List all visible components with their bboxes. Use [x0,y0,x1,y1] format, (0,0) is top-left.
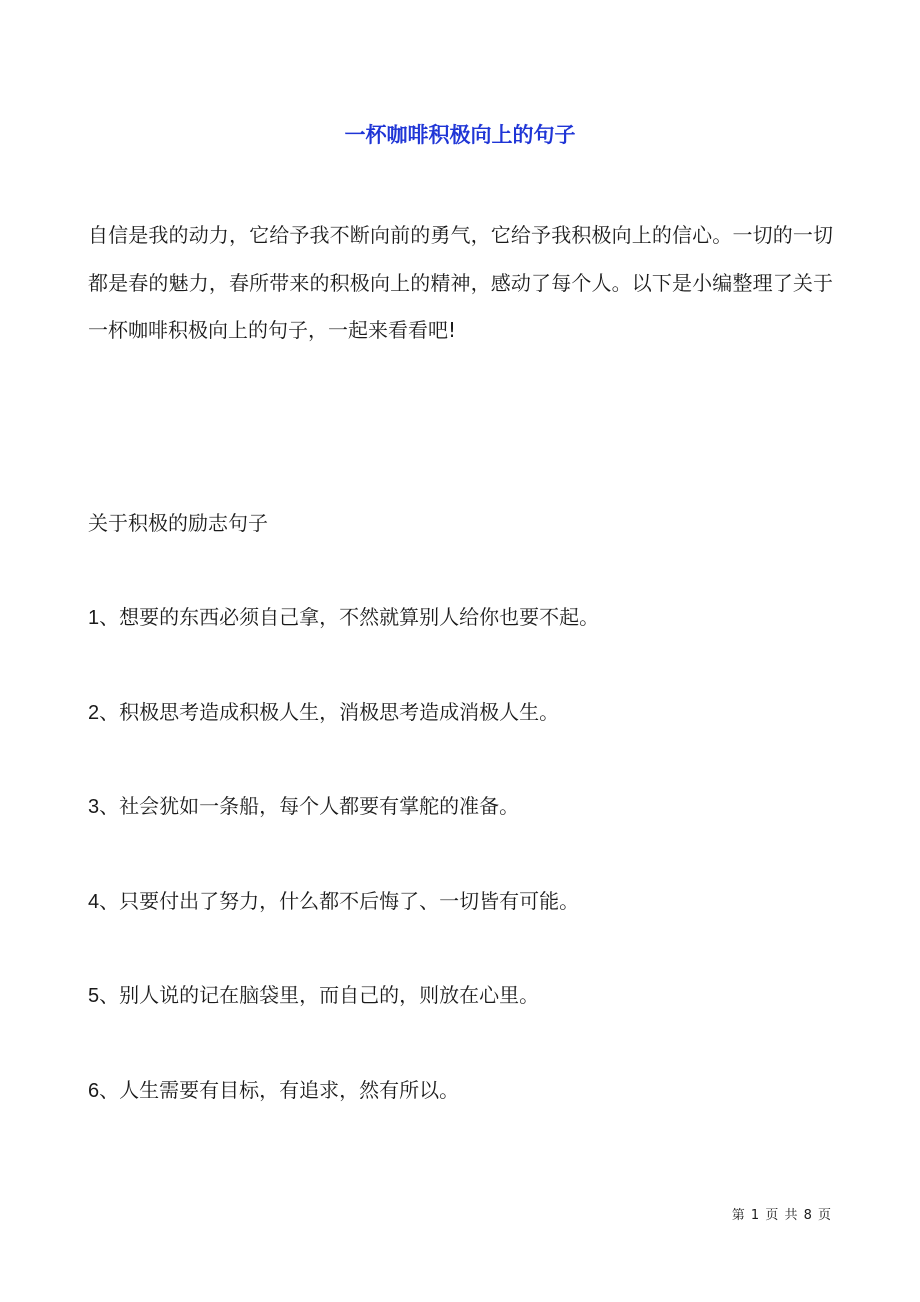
item-separator: 、 [99,605,120,629]
item-separator: 、 [99,699,120,724]
item-text: 积极思考造成积极人生，消极思考造成消极人生。 [119,699,560,724]
item-text: 人生需要有目标，有追求，然有所以。 [119,1077,460,1102]
item-separator: 、 [99,794,120,818]
item-number: 1 [88,607,100,629]
list-item [88,881,599,976]
section-heading: 关于积极的励志句子 [88,511,268,535]
intro-paragraph: 自信是我的动力，它给予我不断向前的勇气，它给予我积极向上的信心。一切的一切都是春的魅力，春所带来的积极向上的精神，感动了每个人。以下是小编整理了关于一杯咖啡积极向上的句子，一起来看看吧! [88,223,833,342]
item-number: 5 [88,985,100,1007]
list-item [88,1070,599,1165]
item-text: 想要的东西必须自己拿，不然就算别人给你也要不起。 [119,605,600,629]
item-separator: 、 [99,888,120,913]
item-number: 4 [88,890,100,913]
list-item [88,975,599,1070]
document-title: 一杯咖啡积极向上的句子 [344,123,576,147]
sentence-list [88,597,599,1164]
item-text: 别人说的记在脑袋里，而自己的，则放在心里。 [119,983,540,1007]
list-item [88,597,599,692]
item-separator: 、 [99,1077,120,1102]
list-item [88,692,599,787]
item-text: 只要付出了努力，什么都不后悔了、一切皆有可能。 [119,888,580,913]
page-footer: 第 1 页 共 8 页 [731,1208,832,1223]
item-number: 2 [88,701,100,724]
list-item [88,786,599,881]
item-number: 3 [88,796,100,818]
item-separator: 、 [99,983,120,1007]
item-number: 6 [88,1079,100,1102]
item-text: 社会犹如一条船，每个人都要有掌舵的准备。 [119,794,520,818]
